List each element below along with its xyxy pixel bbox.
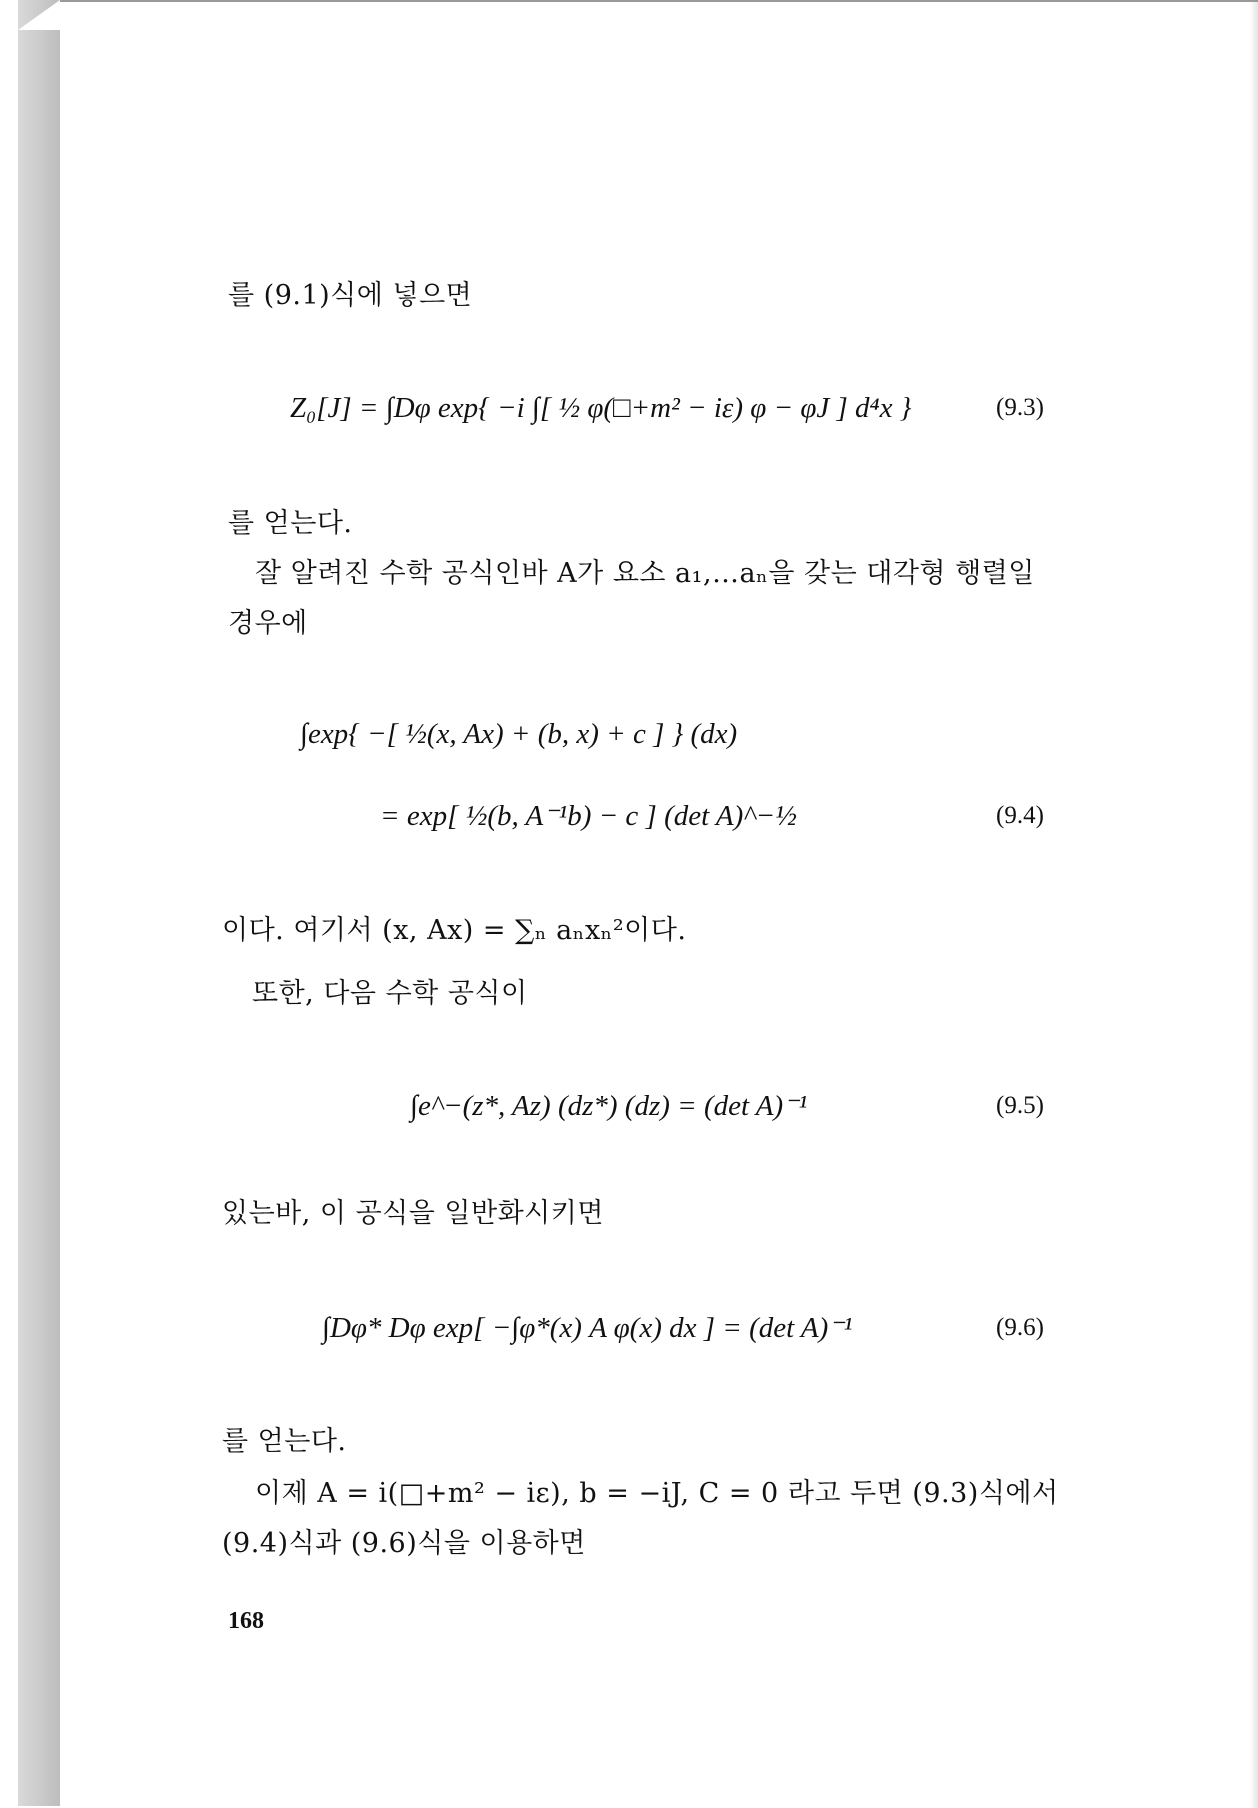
paragraph-5: 또한, 다음 수학 공식이 (252, 978, 528, 1009)
page-number: 168 (228, 1608, 264, 1634)
paragraph-4: 이다. 여기서 (x, Ax) = ∑ₙ aₙxₙ²이다. (222, 915, 687, 946)
paragraph-3-line-1: 잘 알려진 수학 공식인바 A가 요소 a₁,…aₙ을 갖는 대각형 행렬일 (255, 558, 1035, 589)
equation-number-9-4: (9.4) (996, 802, 1044, 829)
paragraph-6: 있는바, 이 공식을 일반화시키면 (222, 1198, 604, 1229)
equation-9-6: ∫Dφ* Dφ exp[ −∫φ*(x) A φ(x) dx ] = (det A)⁻¹ (322, 1312, 853, 1344)
equation-9-5: ∫e^−(z*, Az) (dz*) (dz) = (det A)⁻¹ (410, 1090, 808, 1122)
equation-number-9-6: (9.6) (996, 1314, 1044, 1341)
equation-number-9-3: (9.3) (996, 394, 1044, 421)
paragraph-3-line-2: 경우에 (228, 608, 308, 639)
paragraph-2: 를 얻는다. (228, 508, 353, 539)
equation-9-3: Z₀[J] = ∫Dφ exp{ −i ∫[ ½ φ(□+m² − iε) φ − φJ ] d⁴x } (290, 392, 912, 424)
equation-9-4-line-1: ∫exp{ −[ ½(x, Ax) + (b, x) + c ] } (dx) (300, 718, 738, 750)
book-spine (18, 0, 62, 1806)
page-edge (1250, 2, 1258, 1808)
paragraph-1: 를 (9.1)식에 넣으면 (228, 280, 473, 311)
equation-9-4-line-2: = exp[ ½(b, A⁻¹b) − c ] (det A)^−½ (380, 800, 797, 832)
paragraph-8-line-1: 이제 A = i(□+m² − iε), b = −iJ, C = 0 라고 두면 (9.3)식에서 (255, 1478, 1059, 1509)
paragraph-7: 를 얻는다. (222, 1426, 347, 1457)
equation-number-9-5: (9.5) (996, 1092, 1044, 1119)
paragraph-8-line-2: (9.4)식과 (9.6)식을 이용하면 (222, 1528, 586, 1559)
